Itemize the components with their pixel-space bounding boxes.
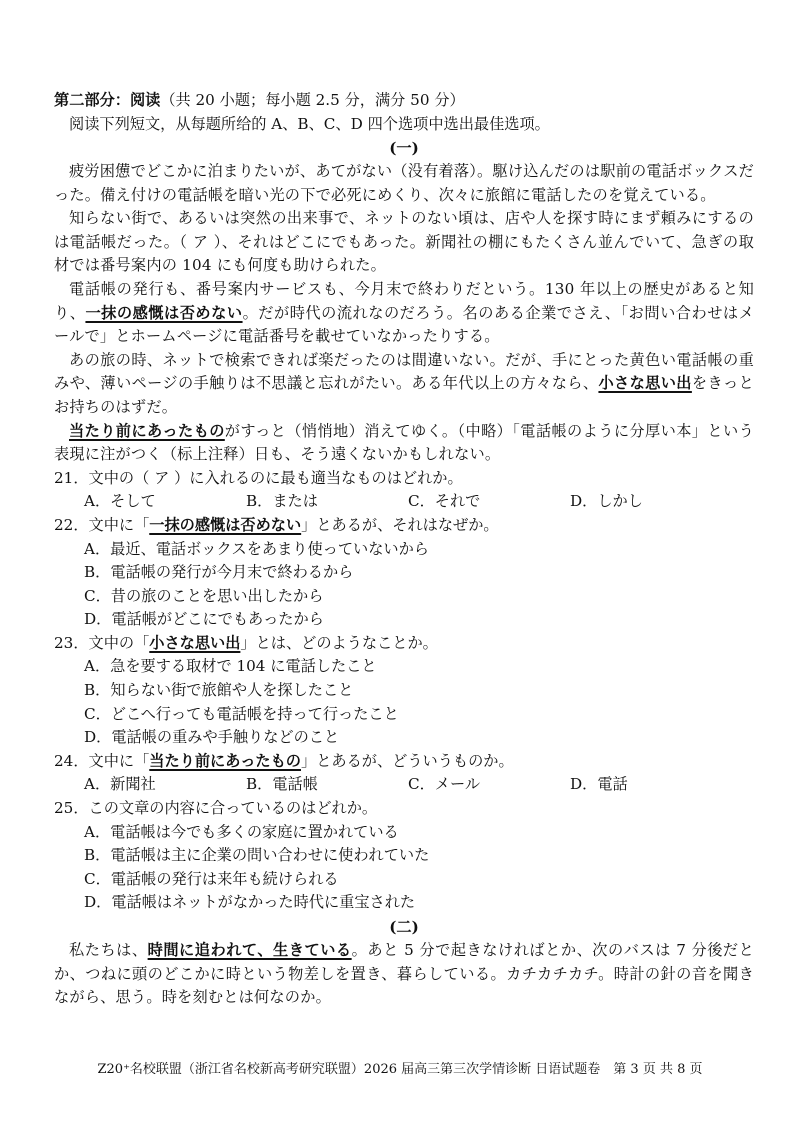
part-note: （共 20 小题；每小题 2.5 分，满分 50 分） [160,91,465,109]
exam-page [54,88,754,1010]
text-run: 電話帳の発行も、番号案内サービスも、今月末で終わりだという。130 年以上の歴史があると知り、 [54,279,754,322]
highlighted-phrase: 一抹の感慨は否めない [85,303,243,322]
option-d[interactable]: D．電話帳はネットがなかった時代に重宝された [84,893,416,912]
option-c[interactable]: C．電話帳の発行は来年も続けられる [84,869,339,888]
option-a[interactable]: A．そして [84,492,156,511]
part-title: 第二部分：阅读 [54,91,161,109]
option-a[interactable]: A．新聞社 [84,775,156,794]
highlighted-phrase: 時間に追われて、生きている [147,941,352,959]
text-run: 私たちは、 [69,941,148,959]
option-a[interactable]: A．急を要する取材で 104 に電話したこと [84,657,377,676]
option-b[interactable]: B．電話帳 [246,775,318,794]
option-b[interactable]: B．電話帳は主に企業の問い合わせに使われていた [84,846,430,865]
options-row [54,490,754,514]
page-footer: Z20⁺名校联盟（浙江省名校新高考研究联盟）2026 届高三第三次学情诊断 日语试题卷 第 3 页 共 8 页 [97,1062,703,1077]
question-stem [54,632,754,656]
paragraph [54,278,754,349]
text-run: あの旅の時、ネットで検索できれば楽だったのは間違いない。だが、手にとった黄色い電話帳の重みや、薄いページの手触りは不思議と忘れがたい。ある年代以上の方々なら、 [54,350,754,393]
options-row [54,773,754,797]
option-d[interactable]: D．電話帳がどこにでもあったから [84,610,324,629]
highlighted-phrase: 一抹の感慨は否めない [149,515,302,534]
option-b[interactable]: B．知らない街で旅館や人を探したこと [84,681,354,700]
passage-2 [54,915,754,1010]
question-stem [54,750,754,774]
option-c[interactable]: C．どこへ行っても電話帳を持って行ったこと [84,704,399,723]
instruction: 阅读下列短文，从每题所给的 A、B、C、D 四个选项中选出最佳选项。 [69,115,550,133]
text-run: がすっと（悄悄地）消えてゆく。（中略）「電話帳のように分厚い本」という表現に注がつく（标上注释）日も、そう遠くないかもしれない。 [54,421,754,464]
section-title-1: (一) [389,139,419,157]
question-24 [54,750,754,797]
part-heading [54,88,754,112]
option-c[interactable]: C．それで [408,492,481,511]
text-run: をきっとお持ちのはずだ。 [54,374,754,416]
text-run: 。だが時代の流れなのだろう。名のある企業でさえ、「お問い合わせはメールで」とホームページに電話番号を載せていなかったりする。 [54,303,755,346]
option-a[interactable]: A．電話帳は今でも多くの家庭に置かれている [84,822,399,841]
highlighted-phrase: 小さな思い出 [598,374,692,393]
option-c[interactable]: C．メール [408,775,481,794]
question-23 [54,632,754,750]
option-d[interactable]: D．しかし [570,492,643,511]
option-a[interactable]: A．最近、電話ボックスをあまり使っていないから [84,539,429,558]
option-b[interactable]: B．電話帳の発行が今月末で終わるから [84,563,354,582]
option-c[interactable]: C．昔の旅のことを思い出したから [84,586,324,605]
option-b[interactable]: B．または [246,492,318,511]
question-stem [54,514,754,538]
text-run: 」とは、どのようなことか。 [240,633,438,652]
paragraph [54,420,754,467]
text-run: 22．文中に「 [54,515,150,534]
paragraph: 疲労困憊でどこかに泊まりたいが、あてがない（没有着落）。駆け込んだのは駅前の電話ボックスだった。備え付けの電話帳を暗い光の下で必死にめくり、次々に旅館に電話したのを覚えている。 [54,162,754,204]
highlighted-phrase: 小さな思い出 [149,633,241,652]
highlighted-phrase: 当たり前にあったもの [69,421,225,440]
text-run: 」とあるが、それはなぜか。 [301,515,499,534]
passage-1 [54,136,754,467]
question-stem: 21．文中の（ ア ）に入れるのに最も適当なものはどれか。 [54,468,463,487]
text-run: 24．文中に「 [54,751,150,770]
section-title-2: (二) [389,918,419,936]
question-stem: 25．この文章の内容に合っているのはどれか。 [54,799,378,818]
question-25 [54,797,754,915]
option-d[interactable]: D．電話帳の重みや手触りなどのこと [84,728,340,747]
option-d[interactable]: D．電話 [570,775,628,794]
paragraph [54,939,754,1010]
text-run: 23．文中の「 [54,633,150,652]
question-21 [54,467,754,514]
paragraph: 知らない街で、あるいは突然の出来事で、ネットのない頃は、店や人を探す時にまず頼みにするのは電話帳だった。（ ア ）、それはどこにでもあった。新聞社の棚にもたくさん並んでいて、急ぎの取材では番号案内の 104 にも何度も助けられた。 [54,209,754,275]
highlighted-phrase: 当たり前にあったもの [149,751,301,770]
text-run: 。あと 5 分で起きなければとか、次のバスは 7 分後だとか、つねに頭のどこかに時という物差しを置き、暮らしている。カチカチカチ。時計の針の音を聞きながら、思う。時を刻むとは何なのか。 [54,941,755,1007]
text-run: 」とあるが、どういうものか。 [301,751,514,770]
question-22 [54,514,754,632]
paragraph [54,349,754,420]
